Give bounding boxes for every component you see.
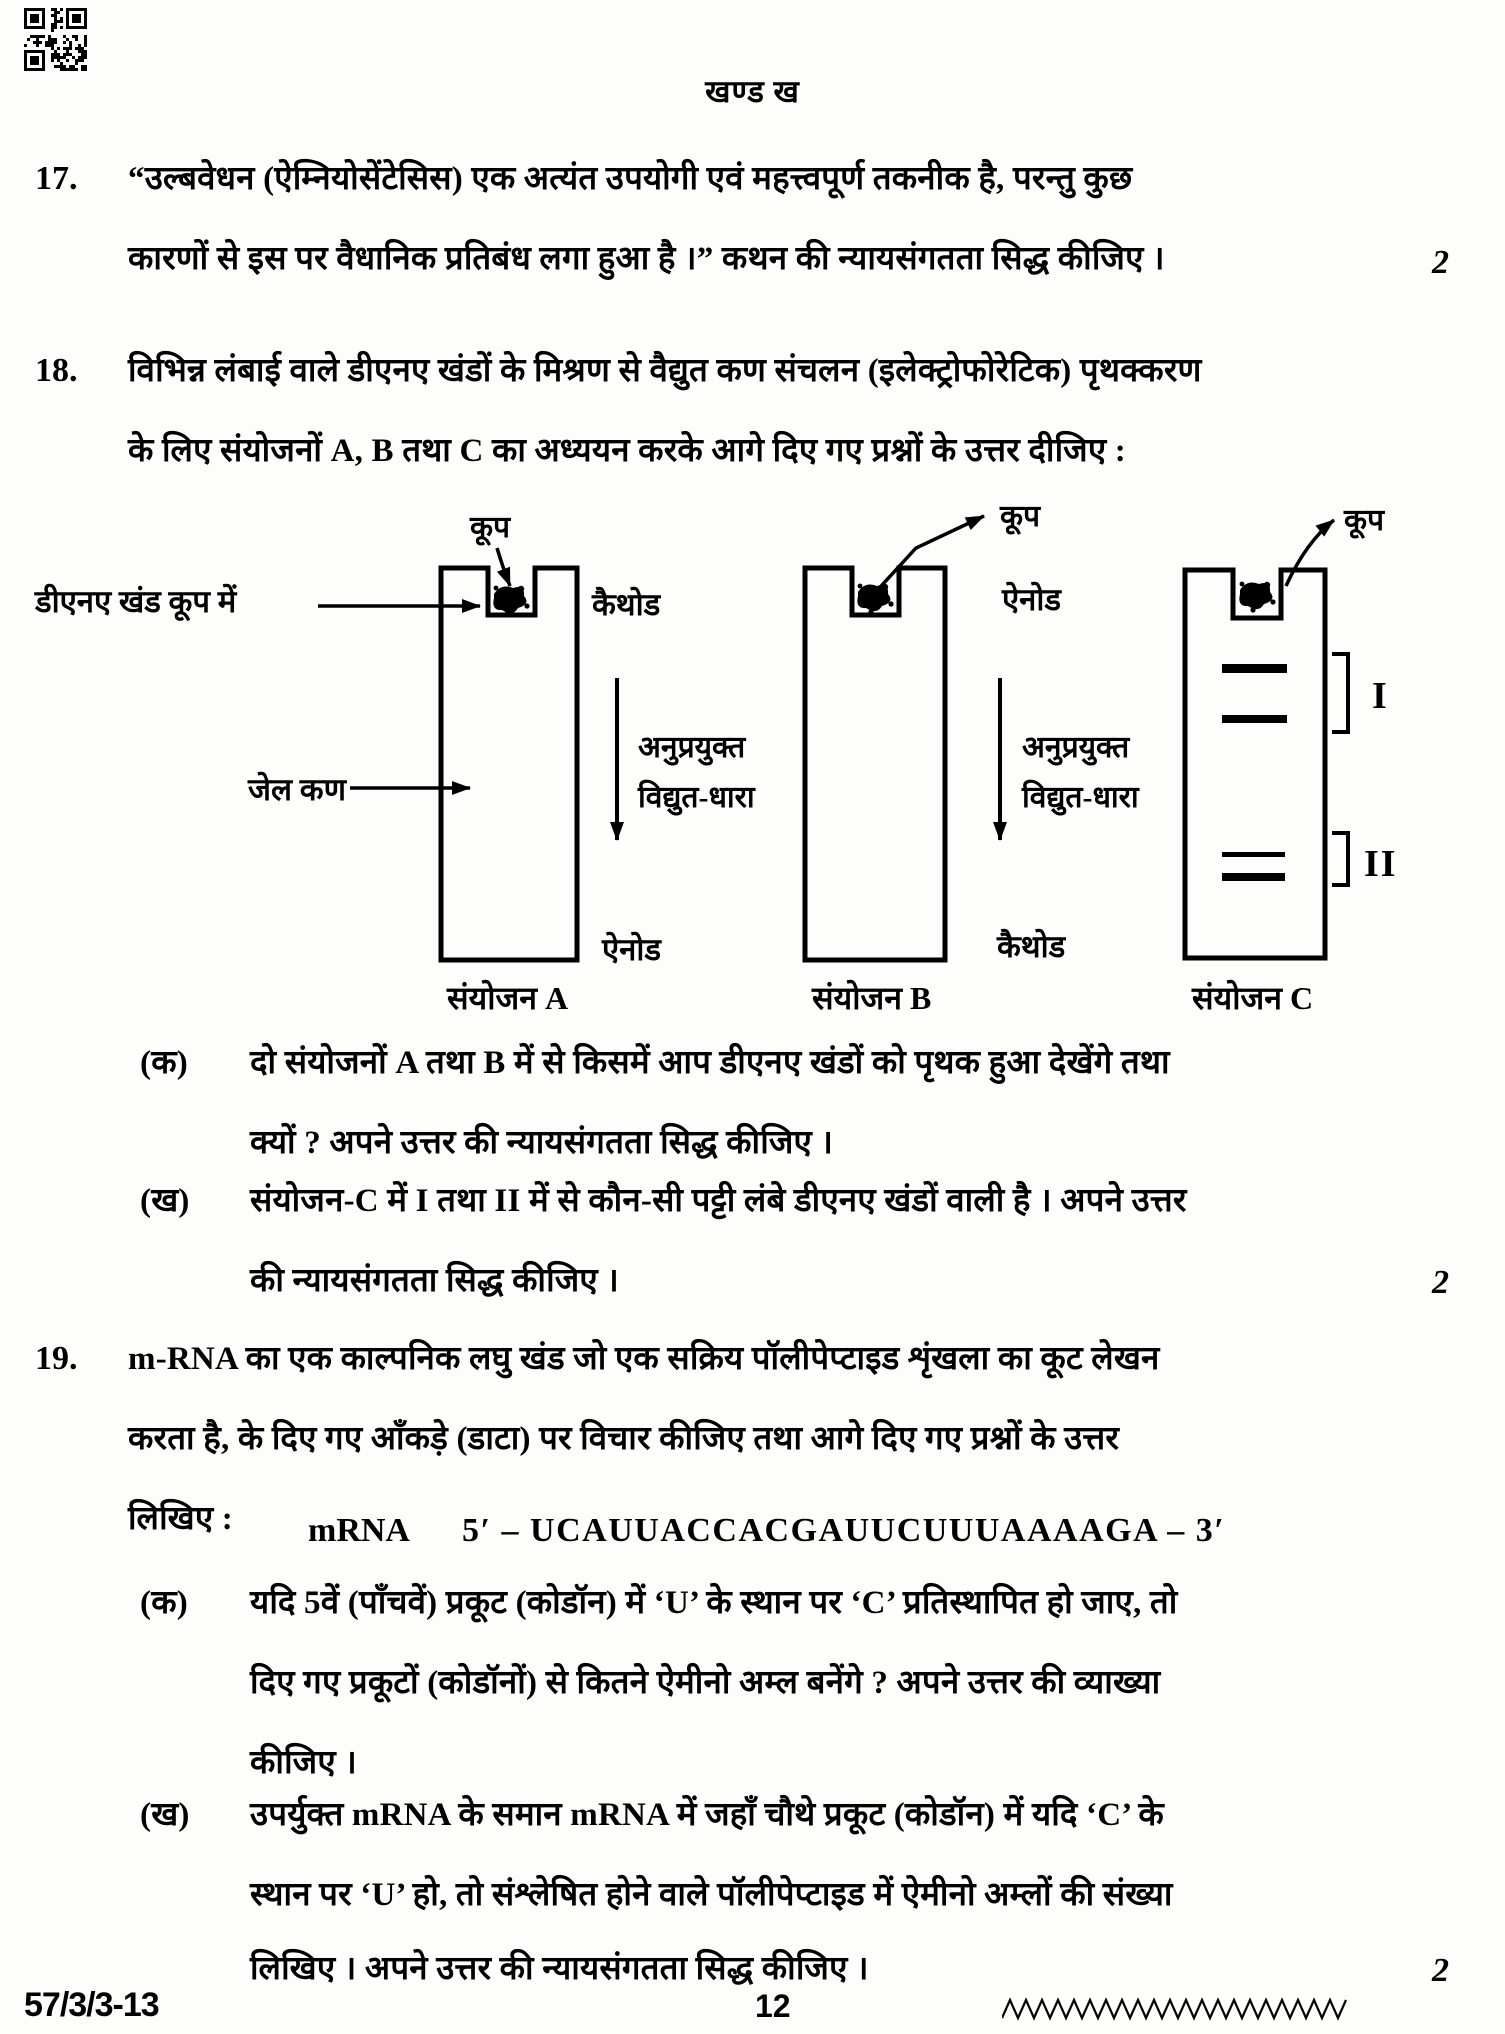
vessel-c-outline xyxy=(1185,570,1325,958)
vessel-b-outline xyxy=(805,568,945,960)
q18-sub-a-label: (क) xyxy=(140,1045,188,1081)
electrophoresis-diagram xyxy=(0,460,1505,1025)
applied-current-a-line1: अनुप्रयुक्त xyxy=(638,731,746,764)
footer-zigzag-mark xyxy=(1002,1996,1347,2027)
applied-current-b-line2: विद्युत-धारा xyxy=(1022,781,1139,814)
anode-label-b: ऐनोड xyxy=(1002,582,1061,617)
q19-line1: m-RNA का एक काल्पनिक लघु खंड जो एक सक्रिय पॉलीपेप्टाइड शृंखला का कूट लेखन xyxy=(128,1341,1160,1377)
applied-current-b-line1: अनुप्रयुक्त xyxy=(1022,731,1130,764)
q19-sub-a-line2: दिए गए प्रकूटों (कोडॉनों) से कितने ऐमीनो अम्ल बनेंगे ? अपने उत्तर की व्याख्या xyxy=(250,1665,1161,1701)
q17-line2: कारणों से इस पर वैधानिक प्रतिबंध लगा हुआ है ।” कथन की न्यायसंगतता सिद्ध कीजिए । xyxy=(128,241,1165,277)
q19-sub-a-line3: कीजिए । xyxy=(250,1745,357,1781)
dna-in-well-label: डीएनए खंड कूप में xyxy=(35,584,237,619)
band-ii-1 xyxy=(1222,852,1285,857)
applied-current-a-line2: विद्युत-धारा xyxy=(638,781,755,814)
vessel-a-outline xyxy=(441,568,577,960)
q19-sub-a-label: (क) xyxy=(140,1585,188,1621)
q17-line1: “उल्बवेधन (ऐम्नियोसेंटेसिस) एक अत्यंत उपयोगी एवं महत्त्वपूर्ण तकनीक है, परन्तु कुछ xyxy=(128,161,1133,197)
band-i-2 xyxy=(1222,715,1287,723)
q18-line2: के लिए संयोजनों A, B तथा C का अध्ययन करके आगे दिए गए प्रश्नों के उत्तर दीजिए : xyxy=(128,433,1126,469)
gel-vessel-c xyxy=(1185,570,1325,958)
well-leader-a xyxy=(497,548,510,586)
q18-marks: 2 xyxy=(1432,1264,1449,1301)
mrna-sequence-row xyxy=(308,1512,1225,1550)
q18-line1: विभिन्न लंबाई वाले डीएनए खंडों के मिश्रण से वैद्युत कण संचलन (इलेक्ट्रोफोरेटिक) पृथक्करण xyxy=(128,353,1202,389)
dna-sample-b xyxy=(857,584,893,615)
gel-particles-label: जेल कण xyxy=(248,772,346,807)
q18-sub-a-line2: क्यों ? अपने उत्तर की न्यायसंगतता सिद्ध कीजिए । xyxy=(250,1125,834,1161)
zigzag-line xyxy=(1002,2000,1346,2018)
well-label-a: कूप xyxy=(470,511,511,544)
qr-code xyxy=(24,8,90,79)
anode-label-a: ऐनोड xyxy=(602,932,661,967)
setup-c-caption: संयोजन C xyxy=(1192,980,1314,1016)
gel-vessel-b xyxy=(805,568,945,960)
gel-vessel-a xyxy=(441,568,577,960)
q18-sub-b-line2: की न्यायसंगतता सिद्ध कीजिए । xyxy=(250,1263,620,1299)
q17-marks: 2 xyxy=(1432,244,1449,281)
well-leader-b xyxy=(872,516,984,596)
well-label-c: कूप xyxy=(1344,504,1385,537)
q17-number: 17. xyxy=(35,160,78,197)
q19-sub-b-line1: उपर्युक्त mRNA के समान mRNA में जहाँ चौथे प्रकूट (कोडॉन) में यदि ‘C’ के xyxy=(250,1797,1164,1833)
q19-number: 19. xyxy=(35,1340,78,1377)
q19-sub-b-line3: लिखिए । अपने उत्तर की न्यायसंगतता सिद्ध कीजिए । xyxy=(250,1951,869,1987)
q19-sub-a-line1: यदि 5वें (पाँचवें) प्रकूट (कोडॉन) में ‘U’ के स्थान पर ‘C’ प्रतिस्थापित हो जाए, तो xyxy=(250,1585,1178,1621)
q19-marks: 2 xyxy=(1432,1952,1449,1989)
band-i-1 xyxy=(1222,664,1287,673)
q18-sub-a-line1: दो संयोजनों A तथा B में से किसमें आप डीएनए खंडों को पृथक हुआ देखेंगे तथा xyxy=(250,1045,1170,1081)
footer-page-number: 12 xyxy=(755,1988,791,2024)
q19-line3: लिखिए : xyxy=(128,1501,233,1537)
cathode-label-b: कैथोड xyxy=(997,929,1066,964)
mrna-prefix: mRNA xyxy=(308,1512,410,1549)
well-label-b: कूप xyxy=(1000,500,1041,533)
dna-sample-c xyxy=(1239,582,1275,613)
q19-sub-b-line2: स्थान पर ‘U’ हो, तो संश्लेषित होने वाले पॉलीपेप्टाइड में ऐमीनो अम्लों की संख्या xyxy=(250,1877,1173,1913)
band-group-ii-label: II xyxy=(1364,843,1398,885)
section-header: खण्ड ख xyxy=(705,74,800,109)
q19-line2: करता है, के दिए गए आँकड़े (डाटा) पर विचार कीजिए तथा आगे दिए गए प्रश्नों के उत्तर xyxy=(128,1421,1120,1457)
q18-number: 18. xyxy=(35,352,78,389)
band-ii-2 xyxy=(1222,873,1285,881)
q19-sub-b-label: (ख) xyxy=(140,1797,190,1833)
band-group-i-label: I xyxy=(1372,675,1389,717)
footer-paper-code: 57/3/3-13 xyxy=(24,1986,159,2024)
bracket-band-group-ii xyxy=(1332,833,1348,885)
q18-sub-b-label: (ख) xyxy=(140,1183,190,1219)
setup-b-caption: संयोजन B xyxy=(812,980,932,1016)
mrna-sequence: 5′ – UCAUUACCACGAUUCUUUAAAAGA – 3′ xyxy=(461,1512,1226,1549)
bracket-band-group-i xyxy=(1332,654,1348,732)
cathode-label-a: कैथोड xyxy=(592,587,661,622)
q18-sub-b-line1: संयोजन-C में I तथा II में से कौन-सी पट्टी लंबे डीएनए खंडों वाली है । अपने उत्तर xyxy=(250,1183,1187,1219)
dna-sample-a xyxy=(493,586,529,617)
setup-a-caption: संयोजन A xyxy=(447,980,569,1016)
